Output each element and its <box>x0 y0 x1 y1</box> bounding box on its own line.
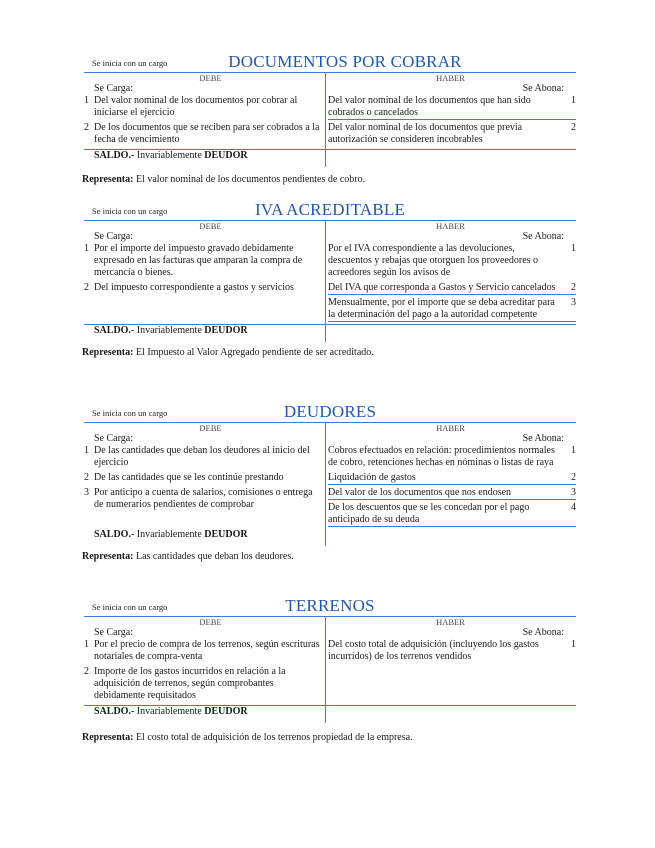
haber-item: Mensualmente, por el importe que se deba acreditar para la determinación del pago a la autoridad competente 3 <box>328 297 576 320</box>
account-title: DOCUMENTOS POR COBRAR <box>228 52 462 71</box>
haber-item: Del costo total de adquisición (incluyendo los gastos incurridos) de los terrenos vendidos 1 <box>328 639 576 662</box>
saldo-line: SALDO.- Invariablemente DEUDOR <box>84 324 576 337</box>
haber-item: Del valor nominal de los documentos que previa autorización se consideren incobrables 2 <box>328 122 576 145</box>
haber-item: Del IVA que corresponda a Gastos y Servicio cancelados 2 <box>328 282 576 293</box>
se-abona-label: Se Abona: <box>522 433 564 444</box>
debe-column <box>84 639 325 705</box>
saldo-line: SALDO.- Invariablemente DEUDOR <box>84 705 576 718</box>
account-header <box>84 596 576 616</box>
debe-header: DEBE <box>199 423 222 433</box>
representa-line: Representa: El Impuesto al Valor Agregado pendiente de ser acreditado. <box>82 347 374 358</box>
t-account-divider <box>325 73 326 167</box>
inicia-note: Se inicia con un cargo <box>92 206 168 216</box>
debe-item: 2 De las cantidades que se les continúe prestando <box>84 472 284 483</box>
debe-item: 3 Por anticipo a cuenta de salarios, comisiones o entrega de numerarios pendientes de comprobar <box>84 487 313 510</box>
se-abona-label: Se Abona: <box>522 231 564 242</box>
se-carga-label: Se Carga: <box>94 627 133 638</box>
t-account <box>84 72 576 162</box>
haber-column <box>325 243 576 324</box>
t-account <box>84 422 576 541</box>
debe-item: 1 Por el importe del impuesto gravado debidamente expresado en las facturas que amparan la compra de mercancía o bienes. <box>84 243 303 278</box>
saldo-line: SALDO.- Invariablemente DEUDOR <box>84 149 576 162</box>
inicia-note: Se inicia con un cargo <box>92 408 168 418</box>
account-iva-acreditable <box>84 200 576 359</box>
account-header <box>84 52 576 72</box>
account-title: DEUDORES <box>283 402 377 421</box>
haber-header: HABER <box>436 423 465 433</box>
t-account-divider <box>325 617 326 723</box>
haber-item: Del valor nominal de los documentos que han sido cobrados o cancelados 1 <box>328 95 576 118</box>
haber-column <box>325 639 576 705</box>
debe-header: DEBE <box>199 221 222 231</box>
haber-header: HABER <box>436 73 465 83</box>
debe-column <box>84 243 325 324</box>
account-deudores <box>84 402 576 563</box>
inicia-note: Se inicia con un cargo <box>92 58 168 68</box>
se-carga-label: Se Carga: <box>94 231 133 242</box>
t-account <box>84 220 576 337</box>
account-title: IVA ACREDITABLE <box>254 200 406 219</box>
account-documentos-por-cobrar <box>84 52 576 186</box>
debe-item: 2 Importe de los gastos incurridos en relación a la adquisición de terrenos, según comprobantes debidamente requisitados <box>84 666 286 701</box>
debe-column <box>84 95 325 149</box>
haber-column <box>325 445 576 529</box>
debe-header: DEBE <box>199 73 222 83</box>
t-account-divider <box>325 221 326 342</box>
haber-header: HABER <box>436 617 465 627</box>
account-terrenos <box>84 596 576 744</box>
haber-header: HABER <box>436 221 465 231</box>
haber-item: Cobros efectuados en relación: procedimientos normales de cobro, retenciones hechas en nóminas o listas de raya 1 <box>328 445 576 468</box>
haber-item: Liquidación de gastos 2 <box>328 472 576 483</box>
se-abona-label: Se Abona: <box>522 83 564 94</box>
haber-column <box>325 95 576 149</box>
debe-item: 2 De los documentos que se reciben para ser cobrados a la fecha de vencimiento <box>84 122 320 145</box>
debe-item: 1 Por el precio de compra de los terrenos, según escrituras notariales de compra-venta <box>84 639 320 662</box>
haber-item: De los descuentos que se les concedan por el pago anticipado de su deuda 4 <box>328 502 576 525</box>
inicia-note: Se inicia con un cargo <box>92 602 168 612</box>
debe-header: DEBE <box>199 617 222 627</box>
account-header <box>84 402 576 422</box>
account-header <box>84 200 576 220</box>
haber-item: Del valor de los documentos que nos endosen 3 <box>328 487 576 498</box>
debe-item: 1 De las cantidades que deban los deudores al inicio del ejercicio <box>84 445 310 468</box>
debe-item: 2 Del impuesto correspondiente a gastos y servicios <box>84 282 294 293</box>
representa-line: Representa: Las cantidades que deban los deudores. <box>82 551 294 562</box>
representa-line: Representa: El valor nominal de los documentos pendientes de cobro. <box>82 174 366 185</box>
se-abona-label: Se Abona: <box>522 627 564 638</box>
account-title: TERRENOS <box>285 596 375 615</box>
haber-item: Por el IVA correspondiente a las devoluciones, descuentos y rebajas que otorguen los proveedores o acreedores según los avisos de 1 <box>328 243 576 278</box>
debe-column <box>84 445 325 529</box>
representa-line: Representa: El costo total de adquisición de los terrenos propiedad de la empresa. <box>82 732 413 743</box>
debe-item: 1 Del valor nominal de los documentos por cobrar al iniciarse el ejercicio <box>84 95 298 118</box>
saldo-line: SALDO.- Invariablemente DEUDOR <box>94 529 248 540</box>
t-account <box>84 616 576 718</box>
se-carga-label: Se Carga: <box>94 433 133 444</box>
t-account-divider <box>325 423 326 546</box>
se-carga-label: Se Carga: <box>94 83 133 94</box>
